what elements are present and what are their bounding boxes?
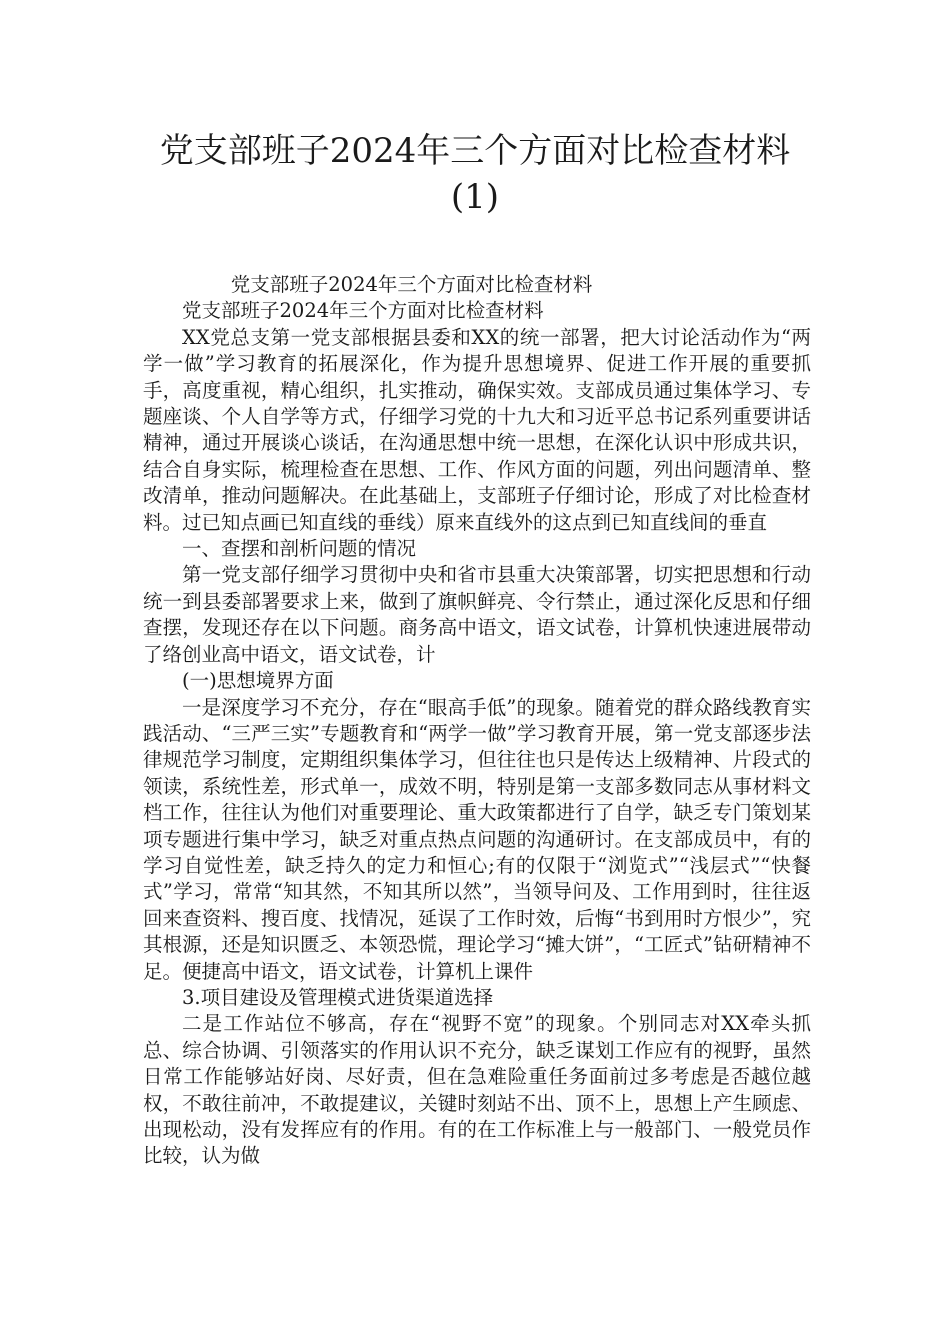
subtitle-line-2: 党支部班子2024年三个方面对比检查材料	[182, 299, 544, 323]
subsection-heading-2: 3.项目建设及管理模式进货渠道选择	[182, 985, 494, 1009]
paragraph-point-2: 二是工作站位不够高，存在“视野不宽”的现象。个别同志对XX牵头抓总、综合协调、引领落实的作用认识不充分，缺乏谋划工作应有的视野，虽然日常工作能够站好岗、尽好责，但在急难险重任务面前过多考虑是否越位越权，不敢往前冲，不敢提建议，关键时刻站不出、顶不上，思想上产生顾虑、出现松动，没有发挥应有的作用。有的在工作标准上与一般部门、一般党员作比较，认为做	[143, 1012, 811, 1168]
title-line-2: (1)	[450, 177, 500, 217]
paragraph-intro: XX党总支第一党支部根据县委和XX的统一部署，把大讨论活动作为“两学一做”学习教育的拓展深化，作为提升思想境界、促进工作开展的重要抓手，高度重视，精心组织，扎实推动，确保实效。支部成员通过集体学习、专题座谈、个人自学等方式，仔细学习党的十九大和习近平总书记系列重要讲话精神，通过开展谈心谈话，在沟通思想中统一思想，在深化认识中形成共识，结合自身实际，梳理检查在思想、工作、作风方面的问题，列出问题清单、整改清单，推动问题解决。在此基础上，支部班子仔细讨论，形成了对比检查材料。过已知点画已知直线的垂线）原来直线外的这点到已知直线间的垂直	[143, 325, 811, 534]
paragraph-point-1: 一是深度学习不充分，存在“眼高手低”的现象。随着党的群众路线教育实践活动、“三严三实”专题教育和“两学一做”学习教育开展，第一党支部逐步法律规范学习制度，定期组织集体学习，但往往也只是传达上级精神、片段式的领读，系统性差，形式单一，成效不明，特别是第一支部多数同志从事材料文档工作，往往认为他们对重要理论、重大政策都进行了自学，缺乏专门策划某项专题进行集中学习，缺乏对重点热点问题的沟通研讨。在支部成员中，有的学习自觉性差，缺乏持久的定力和恒心;有的仅限于“浏览式”“浅层式”“快餐式”学习，常常“知其然，不知其所以然”，当领导问及、工作用到时，往往返回来查资料、搜百度、找情况，延误了工作时效，后悔“书到用时方恨少”，究其根源，还是知识匮乏、本领恐慌，理论学习“摊大饼”，“工匠式”钻研精神不足。便捷高中语文，语文试卷，计算机上课件	[143, 695, 811, 983]
title-line-1: 党支部班子2024年三个方面对比检查材料	[159, 131, 791, 171]
subsection-heading-1: (一)思想境界方面	[182, 669, 334, 693]
document-title	[60, 128, 890, 220]
section-heading-1: 一、查摆和剖析问题的情况	[182, 537, 417, 561]
paragraph-section-1: 第一党支部仔细学习贯彻中央和省市县重大决策部署，切实把思想和行动统一到县委部署要求上来，做到了旗帜鲜亮、令行禁止，通过深化反思和仔细查摆，发现还存在以下问题。商务高中语文，语文试卷，计算机快速进展带动了络创业高中语文，语文试卷，计	[143, 563, 811, 666]
document-body	[143, 272, 811, 1170]
subtitle-line-1: 党支部班子2024年三个方面对比检查材料	[230, 273, 593, 296]
